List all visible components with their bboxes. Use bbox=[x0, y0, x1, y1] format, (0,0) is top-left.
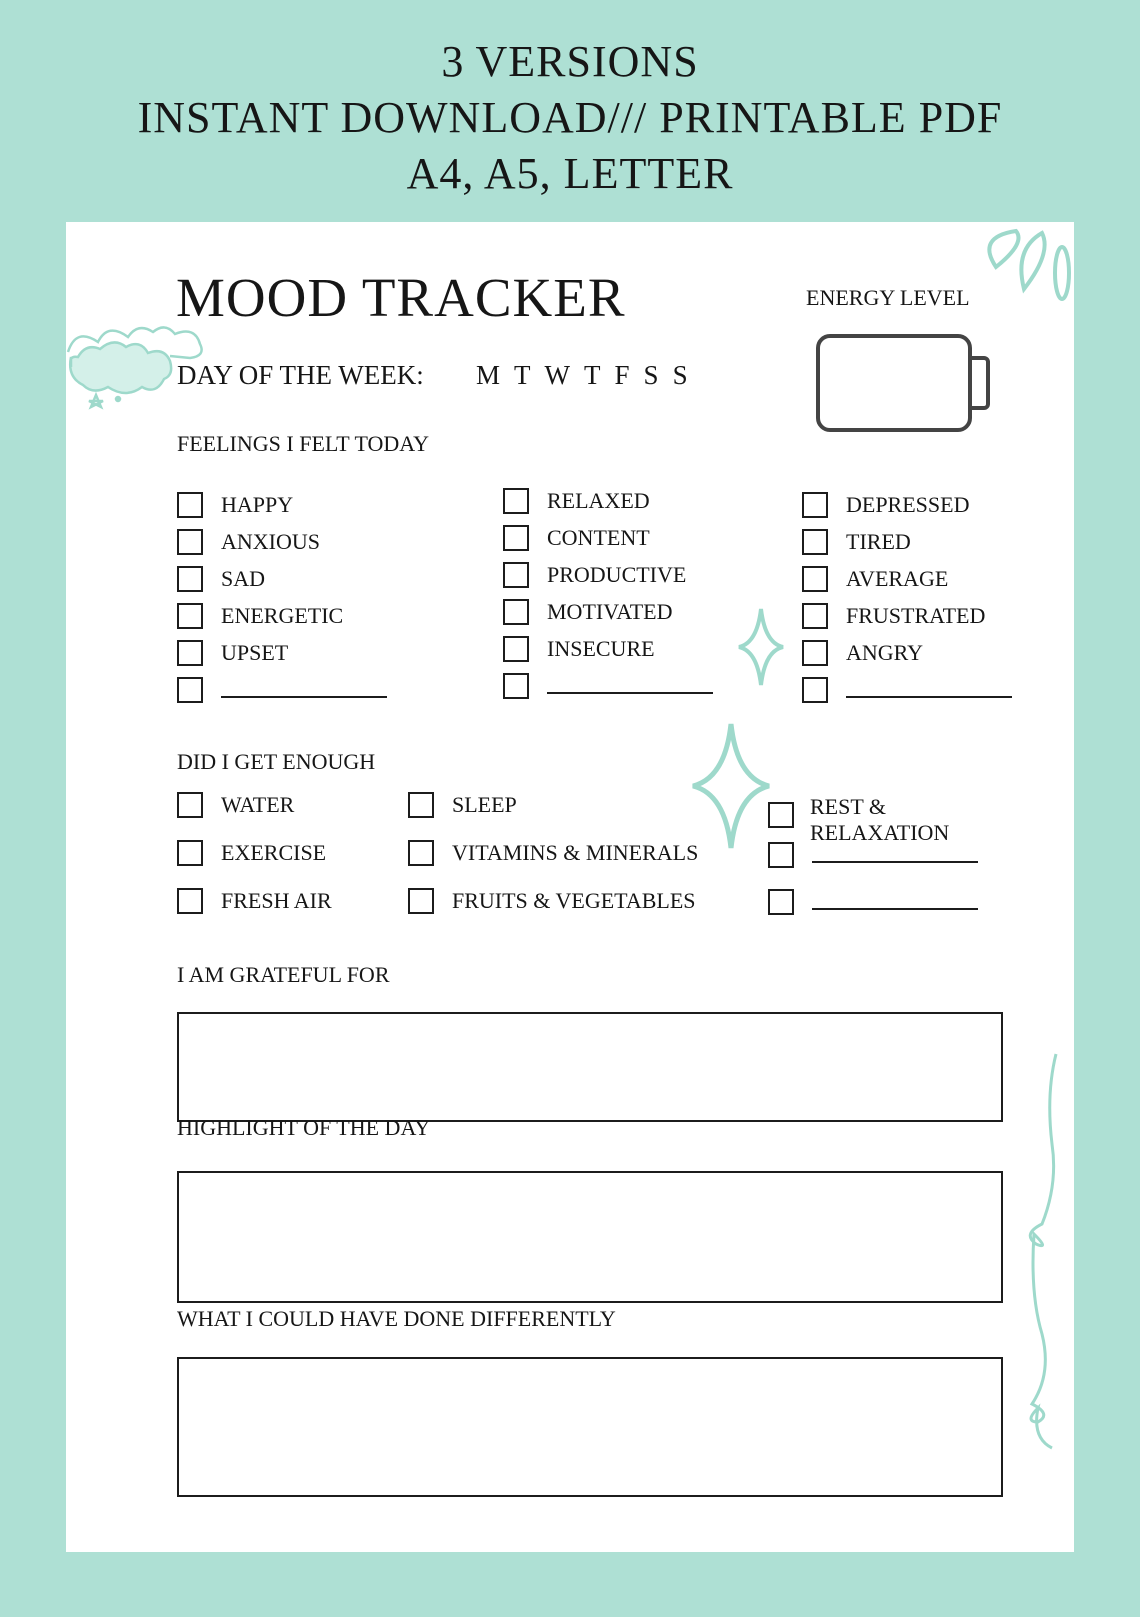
feeling-checkbox[interactable] bbox=[177, 603, 343, 629]
checkbox[interactable] bbox=[503, 673, 529, 699]
feeling-checkbox[interactable] bbox=[802, 566, 948, 592]
small-sparkle-icon bbox=[736, 607, 786, 687]
feeling-checkbox[interactable] bbox=[177, 566, 265, 592]
feeling-custom[interactable] bbox=[503, 673, 713, 699]
feeling-label: INSECURE bbox=[547, 636, 655, 661]
feeling-checkbox[interactable] bbox=[503, 525, 650, 551]
enough-item-label: FRUITS & VEGETABLES bbox=[452, 888, 696, 913]
checkbox[interactable] bbox=[503, 525, 529, 551]
checkbox[interactable] bbox=[408, 840, 434, 866]
differently-textbox[interactable] bbox=[177, 1357, 1003, 1497]
checkbox[interactable] bbox=[802, 492, 828, 518]
feeling-checkbox[interactable] bbox=[177, 492, 293, 518]
checkbox[interactable] bbox=[503, 636, 529, 662]
checkbox[interactable] bbox=[177, 640, 203, 666]
feeling-checkbox[interactable] bbox=[177, 529, 320, 555]
checkbox[interactable] bbox=[768, 802, 794, 828]
banner-sizes: A4, A5, LETTER bbox=[406, 149, 734, 198]
feeling-label: MOTIVATED bbox=[547, 599, 673, 624]
feeling-custom[interactable] bbox=[802, 677, 1012, 703]
day-option[interactable]: F bbox=[614, 360, 630, 390]
enough-item-label: WATER bbox=[221, 792, 295, 817]
blank-line[interactable] bbox=[812, 894, 978, 910]
differently-label: WHAT I COULD HAVE DONE DIFFERENTLY bbox=[177, 1306, 616, 1331]
feeling-checkbox[interactable] bbox=[503, 599, 672, 625]
blank-line[interactable] bbox=[812, 847, 978, 863]
feeling-label: ANGRY bbox=[846, 640, 924, 665]
feeling-label: HAPPY bbox=[221, 492, 294, 517]
mood-tracker-sheet bbox=[66, 222, 1074, 1552]
feeling-label: ENERGETIC bbox=[221, 603, 344, 628]
feeling-checkbox[interactable] bbox=[802, 529, 911, 555]
enough-item-label: EXERCISE bbox=[221, 840, 327, 865]
feeling-checkbox[interactable] bbox=[802, 603, 985, 629]
checkbox[interactable] bbox=[177, 888, 203, 914]
feelings-label: FEELINGS I FELT TODAY bbox=[177, 431, 430, 456]
feeling-checkbox[interactable] bbox=[802, 492, 969, 518]
banner bbox=[0, 34, 1140, 202]
blank-line[interactable] bbox=[221, 682, 387, 698]
checkbox[interactable] bbox=[177, 529, 203, 555]
large-sparkle-icon bbox=[691, 722, 771, 852]
checkbox[interactable] bbox=[802, 529, 828, 555]
day-option[interactable]: W bbox=[544, 360, 570, 390]
feeling-label: TIRED bbox=[846, 529, 911, 554]
checkbox[interactable] bbox=[177, 603, 203, 629]
checkbox[interactable] bbox=[177, 677, 203, 703]
checkbox[interactable] bbox=[177, 492, 203, 518]
day-option[interactable]: T bbox=[514, 360, 531, 390]
day-of-week-options bbox=[476, 360, 702, 391]
blank-line[interactable] bbox=[547, 678, 713, 694]
feeling-label: FRUSTRATED bbox=[846, 603, 986, 628]
day-option[interactable]: S bbox=[672, 360, 688, 390]
day-option[interactable]: M bbox=[476, 360, 501, 390]
checkbox[interactable] bbox=[177, 792, 203, 818]
checkbox[interactable] bbox=[177, 840, 203, 866]
feeling-label: ANXIOUS bbox=[221, 529, 320, 554]
blank-line[interactable] bbox=[846, 682, 1012, 698]
checkbox[interactable] bbox=[408, 888, 434, 914]
feeling-custom[interactable] bbox=[177, 677, 387, 703]
day-option[interactable]: T bbox=[584, 360, 601, 390]
enough-item-label: VITAMINS & MINERALS bbox=[452, 840, 699, 865]
checkbox[interactable] bbox=[503, 599, 529, 625]
rest-relaxation-label bbox=[810, 794, 949, 846]
banner-versions: 3 VERSIONS bbox=[441, 37, 699, 86]
checkbox[interactable] bbox=[802, 566, 828, 592]
highlight-label: HIGHLIGHT OF THE DAY bbox=[177, 1115, 431, 1140]
enough-label: DID I GET ENOUGH bbox=[177, 749, 376, 774]
enough-checkbox[interactable] bbox=[177, 888, 332, 914]
enough-custom[interactable] bbox=[768, 889, 978, 915]
feeling-checkbox[interactable] bbox=[503, 636, 655, 662]
checkbox[interactable] bbox=[802, 640, 828, 666]
feeling-label: SAD bbox=[221, 566, 266, 591]
enough-item-label: SLEEP bbox=[452, 792, 517, 817]
highlight-textbox[interactable] bbox=[177, 1171, 1003, 1303]
feeling-label: PRODUCTIVE bbox=[547, 562, 687, 587]
enough-checkbox[interactable] bbox=[408, 888, 696, 914]
rest-line: REST & bbox=[810, 794, 887, 819]
enough-checkbox[interactable] bbox=[408, 840, 698, 866]
day-option[interactable]: S bbox=[643, 360, 659, 390]
checkbox[interactable] bbox=[768, 842, 794, 868]
checkbox[interactable] bbox=[503, 488, 529, 514]
relaxation-line: RELAXATION bbox=[810, 820, 950, 845]
feeling-label: RELAXED bbox=[547, 488, 650, 513]
feeling-label: DEPRESSED bbox=[846, 492, 970, 517]
enough-checkbox[interactable] bbox=[768, 794, 949, 846]
day-of-week-label: DAY OF THE WEEK: bbox=[177, 360, 424, 390]
battery-icon[interactable] bbox=[816, 334, 992, 434]
enough-item-label: FRESH AIR bbox=[221, 888, 332, 913]
enough-custom[interactable] bbox=[768, 842, 978, 868]
feeling-label: UPSET bbox=[221, 640, 289, 665]
checkbox[interactable] bbox=[802, 677, 828, 703]
enough-checkbox[interactable] bbox=[177, 840, 326, 866]
enough-checkbox[interactable] bbox=[408, 792, 517, 818]
grateful-textbox[interactable] bbox=[177, 1012, 1003, 1122]
leaf-doodle-icon bbox=[976, 227, 1086, 307]
feeling-checkbox[interactable] bbox=[503, 488, 650, 514]
feeling-checkbox[interactable] bbox=[503, 562, 686, 588]
swirl-doodle-icon bbox=[1016, 1052, 1076, 1452]
energy-level-label: ENERGY LEVEL bbox=[806, 285, 970, 310]
checkbox[interactable] bbox=[802, 603, 828, 629]
feeling-label: CONTENT bbox=[547, 525, 650, 550]
checkbox[interactable] bbox=[408, 792, 434, 818]
checkbox[interactable] bbox=[768, 889, 794, 915]
feeling-label: AVERAGE bbox=[846, 566, 949, 591]
banner-download: INSTANT DOWNLOAD/// PRINTABLE PDF bbox=[137, 93, 1003, 142]
feeling-checkbox[interactable] bbox=[177, 640, 288, 666]
enough-checkbox[interactable] bbox=[177, 792, 294, 818]
checkbox[interactable] bbox=[503, 562, 529, 588]
feeling-checkbox[interactable] bbox=[802, 640, 923, 666]
page-title: MOOD TRACKER bbox=[176, 267, 626, 328]
grateful-label: I AM GRATEFUL FOR bbox=[177, 962, 390, 987]
checkbox[interactable] bbox=[177, 566, 203, 592]
